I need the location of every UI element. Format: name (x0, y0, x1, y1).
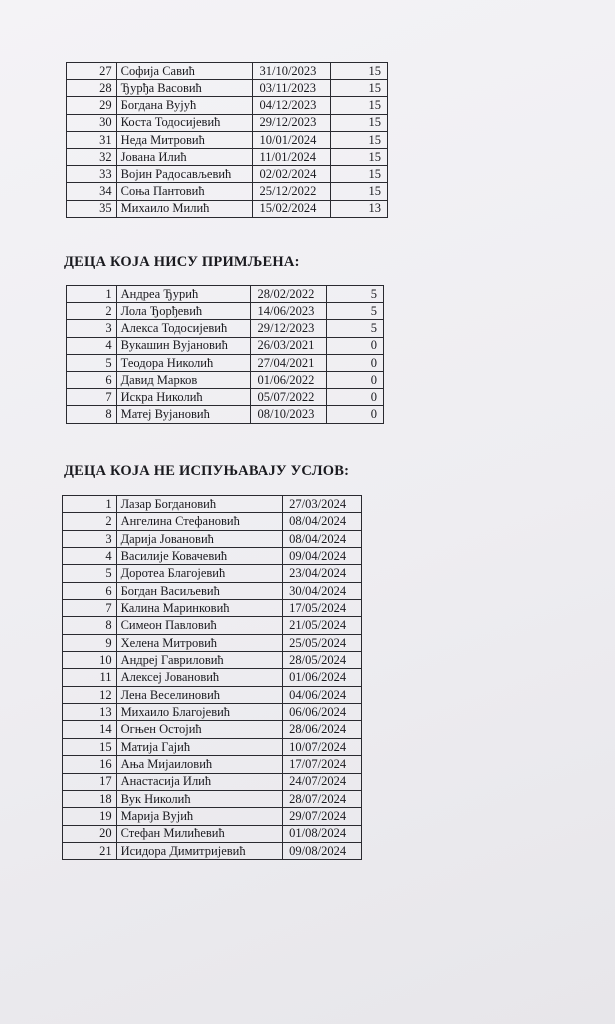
table-row (63, 842, 362, 859)
child-name-cell: Михаило Благојевић (116, 704, 283, 721)
table-row (63, 704, 362, 721)
table-row (63, 513, 362, 530)
table-row (67, 148, 388, 165)
child-name-cell: Василије Ковачевић (116, 548, 283, 565)
points-value-cell: 0 (327, 371, 384, 388)
row-number-cell: 29 (67, 97, 117, 114)
points-value-cell: 15 (331, 148, 388, 165)
table-row (63, 756, 362, 773)
table-body (67, 286, 384, 424)
row-number-cell: 7 (67, 389, 117, 406)
row-number-cell: 4 (67, 337, 117, 354)
child-name-cell: Матија Гајић (116, 738, 283, 755)
row-number-cell: 10 (63, 652, 117, 669)
table-row (63, 565, 362, 582)
birth-date-cell: 01/06/2024 (283, 669, 362, 686)
birth-date-cell: 08/04/2024 (283, 530, 362, 547)
row-number-cell: 17 (63, 773, 117, 790)
row-number-cell: 7 (63, 600, 117, 617)
child-name-cell: Давид Марков (116, 371, 251, 388)
birth-date-cell: 27/04/2021 (251, 354, 327, 371)
enrolled-children-table (66, 62, 388, 218)
row-number-cell: 19 (63, 808, 117, 825)
birth-date-cell: 04/06/2024 (283, 686, 362, 703)
points-value-cell: 15 (331, 183, 388, 200)
child-name-cell: Анастасија Илић (116, 773, 283, 790)
child-name-cell: Ђурђа Васовић (116, 80, 253, 97)
child-name-cell: Калина Маринковић (116, 600, 283, 617)
birth-date-cell: 08/04/2024 (283, 513, 362, 530)
table-row (63, 808, 362, 825)
child-name-cell: Вукашин Вујановић (116, 337, 251, 354)
row-number-cell: 6 (63, 582, 117, 599)
birth-date-cell: 28/02/2022 (251, 286, 327, 303)
child-name-cell: Коста Тодосијевић (116, 114, 253, 131)
birth-date-cell: 06/06/2024 (283, 704, 362, 721)
birth-date-cell: 28/05/2024 (283, 652, 362, 669)
row-number-cell: 2 (63, 513, 117, 530)
row-number-cell: 13 (63, 704, 117, 721)
birth-date-cell: 17/05/2024 (283, 600, 362, 617)
points-value-cell: 0 (327, 354, 384, 371)
row-number-cell: 4 (63, 548, 117, 565)
child-name-cell: Богдан Васиљевић (116, 582, 283, 599)
table-row (67, 63, 388, 80)
birth-date-cell: 27/03/2024 (283, 496, 362, 513)
row-number-cell: 30 (67, 114, 117, 131)
row-number-cell: 3 (63, 530, 117, 547)
child-name-cell: Михаило Милић (116, 200, 253, 217)
not-accepted-children-table (66, 285, 384, 424)
table-row (67, 354, 384, 371)
points-value-cell: 15 (331, 166, 388, 183)
heading-not-meeting-condition: ДЕЦА КОЈА НЕ ИСПУЊАВАЈУ УСЛОВ: (64, 463, 350, 479)
birth-date-cell: 11/01/2024 (253, 148, 331, 165)
child-name-cell: Соња Пантовић (116, 183, 253, 200)
birth-date-cell: 08/10/2023 (251, 406, 327, 423)
birth-date-cell: 15/02/2024 (253, 200, 331, 217)
birth-date-cell: 24/07/2024 (283, 773, 362, 790)
table-body (63, 496, 362, 860)
child-name-cell: Дарија Јовановић (116, 530, 283, 547)
points-value-cell: 5 (327, 303, 384, 320)
child-name-cell: Неда Митровић (116, 131, 253, 148)
birth-date-cell: 29/12/2023 (251, 320, 327, 337)
row-number-cell: 33 (67, 166, 117, 183)
birth-date-cell: 29/12/2023 (253, 114, 331, 131)
row-number-cell: 16 (63, 756, 117, 773)
table-row (67, 183, 388, 200)
table-row (67, 166, 388, 183)
child-name-cell: Лена Веселиновић (116, 686, 283, 703)
child-name-cell: Доротеа Благојевић (116, 565, 283, 582)
birth-date-cell: 09/04/2024 (283, 548, 362, 565)
birth-date-cell: 31/10/2023 (253, 63, 331, 80)
birth-date-cell: 09/08/2024 (283, 842, 362, 859)
row-number-cell: 27 (67, 63, 117, 80)
row-number-cell: 12 (63, 686, 117, 703)
table-row (67, 406, 384, 423)
child-name-cell: Лола Ђорђевић (116, 303, 251, 320)
points-value-cell: 15 (331, 97, 388, 114)
child-name-cell: Андреа Ђурић (116, 286, 251, 303)
points-value-cell: 5 (327, 320, 384, 337)
birth-date-cell: 02/02/2024 (253, 166, 331, 183)
table-row (67, 200, 388, 217)
row-number-cell: 35 (67, 200, 117, 217)
table-row (63, 652, 362, 669)
birth-date-cell: 14/06/2023 (251, 303, 327, 320)
table-row (67, 80, 388, 97)
points-value-cell: 15 (331, 114, 388, 131)
row-number-cell: 14 (63, 721, 117, 738)
birth-date-cell: 28/07/2024 (283, 790, 362, 807)
points-value-cell: 15 (331, 131, 388, 148)
row-number-cell: 2 (67, 303, 117, 320)
child-name-cell: Ања Мијаиловић (116, 756, 283, 773)
row-number-cell: 28 (67, 80, 117, 97)
birth-date-cell: 10/07/2024 (283, 738, 362, 755)
child-name-cell: Алекса Тодосијевић (116, 320, 251, 337)
row-number-cell: 1 (67, 286, 117, 303)
table-row (63, 825, 362, 842)
row-number-cell: 18 (63, 790, 117, 807)
birth-date-cell: 17/07/2024 (283, 756, 362, 773)
child-name-cell: Алексеј Јовановић (116, 669, 283, 686)
table-body (67, 63, 388, 218)
birth-date-cell: 04/12/2023 (253, 97, 331, 114)
child-name-cell: Искра Николић (116, 389, 251, 406)
child-name-cell: Јована Илић (116, 148, 253, 165)
table-row (67, 286, 384, 303)
birth-date-cell: 03/11/2023 (253, 80, 331, 97)
points-value-cell: 0 (327, 389, 384, 406)
row-number-cell: 8 (67, 406, 117, 423)
child-name-cell: Богдана Вујућ (116, 97, 253, 114)
points-value-cell: 5 (327, 286, 384, 303)
child-name-cell: Марија Вујић (116, 808, 283, 825)
table-row (63, 496, 362, 513)
table-row (63, 686, 362, 703)
table-row (63, 773, 362, 790)
birth-date-cell: 21/05/2024 (283, 617, 362, 634)
child-name-cell: Симеон Павловић (116, 617, 283, 634)
birth-date-cell: 01/08/2024 (283, 825, 362, 842)
child-name-cell: Софија Савић (116, 63, 253, 80)
table-row (63, 634, 362, 651)
table-row (63, 530, 362, 547)
table-row (63, 721, 362, 738)
row-number-cell: 20 (63, 825, 117, 842)
row-number-cell: 21 (63, 842, 117, 859)
birth-date-cell: 05/07/2022 (251, 389, 327, 406)
table-row (67, 303, 384, 320)
child-name-cell: Вук Николић (116, 790, 283, 807)
row-number-cell: 32 (67, 148, 117, 165)
row-number-cell: 5 (63, 565, 117, 582)
row-number-cell: 11 (63, 669, 117, 686)
birth-date-cell: 23/04/2024 (283, 565, 362, 582)
birth-date-cell: 28/06/2024 (283, 721, 362, 738)
child-name-cell: Исидора Димитријевић (116, 842, 283, 859)
row-number-cell: 3 (67, 320, 117, 337)
birth-date-cell: 30/04/2024 (283, 582, 362, 599)
birth-date-cell: 01/06/2022 (251, 371, 327, 388)
not-meeting-condition-table (62, 495, 362, 860)
birth-date-cell: 26/03/2021 (251, 337, 327, 354)
row-number-cell: 6 (67, 371, 117, 388)
table-row (63, 790, 362, 807)
table-row (67, 114, 388, 131)
birth-date-cell: 25/05/2024 (283, 634, 362, 651)
points-value-cell: 13 (331, 200, 388, 217)
table-row (63, 582, 362, 599)
points-value-cell: 15 (331, 80, 388, 97)
child-name-cell: Војин Радосављевић (116, 166, 253, 183)
row-number-cell: 9 (63, 634, 117, 651)
child-name-cell: Ангелина Стефановић (116, 513, 283, 530)
child-name-cell: Андреј Гавриловић (116, 652, 283, 669)
table-row (67, 97, 388, 114)
table-row (63, 669, 362, 686)
table-row (63, 738, 362, 755)
row-number-cell: 1 (63, 496, 117, 513)
points-value-cell: 15 (331, 63, 388, 80)
table-row (67, 371, 384, 388)
birth-date-cell: 29/07/2024 (283, 808, 362, 825)
points-value-cell: 0 (327, 406, 384, 423)
table-row (67, 131, 388, 148)
table-row (67, 320, 384, 337)
child-name-cell: Хелена Митровић (116, 634, 283, 651)
child-name-cell: Стефан Милићевић (116, 825, 283, 842)
row-number-cell: 8 (63, 617, 117, 634)
table-row (67, 337, 384, 354)
child-name-cell: Огњен Остојић (116, 721, 283, 738)
row-number-cell: 31 (67, 131, 117, 148)
table-row (63, 617, 362, 634)
child-name-cell: Матеј Вујановић (116, 406, 251, 423)
birth-date-cell: 10/01/2024 (253, 131, 331, 148)
row-number-cell: 15 (63, 738, 117, 755)
heading-not-accepted: ДЕЦА КОЈА НИСУ ПРИМЉЕНА: (64, 254, 300, 270)
table-row (63, 548, 362, 565)
table-row (63, 600, 362, 617)
table-row (67, 389, 384, 406)
row-number-cell: 34 (67, 183, 117, 200)
row-number-cell: 5 (67, 354, 117, 371)
birth-date-cell: 25/12/2022 (253, 183, 331, 200)
child-name-cell: Лазар Богдановић (116, 496, 283, 513)
points-value-cell: 0 (327, 337, 384, 354)
child-name-cell: Теодора Николић (116, 354, 251, 371)
